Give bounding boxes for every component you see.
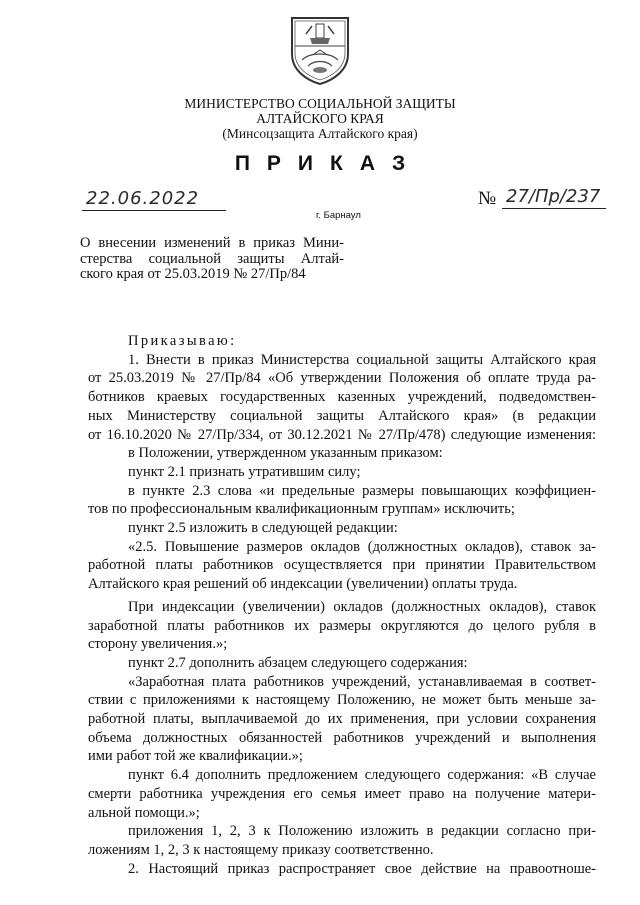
subject-line: ского края от 25.03.2019 № 27/Пр/84 xyxy=(80,266,306,282)
body-line: в пункте 2.3 слова «и предельные размеры повышающих коэффициен- xyxy=(128,482,596,499)
body-line: ных Министерству социальной защиты Алтайского края» (в редакции xyxy=(88,407,596,424)
body-line: пункт 6.4 дополнить предложением следующего содержания: «В случае xyxy=(128,767,596,784)
body-line: от 25.03.2019 № 27/Пр/84 «Об утверждении Положения об оплате труда ра- xyxy=(88,370,596,387)
ministry-name-line1: МИНИСТЕРСТВО СОЦИАЛЬНОЙ ЗАЩИТЫ xyxy=(184,96,456,111)
body-line: пункт 2.7 дополнить абзацем следующего содержания: xyxy=(128,654,468,671)
document-body xyxy=(88,332,596,878)
body-line: ложениям 1, 2, 3 к настоящему приказу соответственно. xyxy=(88,841,434,858)
subject-line: стерства социальной защиты Алтай- xyxy=(80,250,344,267)
body-line: работной платы, выплачиваемой до их применения, при условии сохранения xyxy=(88,711,596,728)
body-line: ботников краевых государственных казенных учреждений, подведомствен- xyxy=(88,389,596,406)
body-line: работной платы работников осуществляется при принятии Правительством xyxy=(88,557,596,574)
document-title: ПРИКАЗ xyxy=(234,152,423,175)
document-city: г. Барнаул xyxy=(316,210,361,221)
subject-line: О внесении изменений в приказ Мини- xyxy=(80,235,344,251)
coat-of-arms-emblem xyxy=(288,10,352,86)
body-line: пункт 2.1 признать утратившим силу; xyxy=(128,463,361,480)
body-line: альной помощи.»; xyxy=(88,804,200,821)
ministry-short-name: (Минсоцзащита Алтайского края) xyxy=(222,126,418,141)
body-line: 1. Внести в приказ Министерства социальной защиты Алтайского края xyxy=(128,351,596,368)
body-line: в Положении, утвержденном указанным приказом: xyxy=(128,445,443,462)
number-sign: № xyxy=(478,188,497,209)
body-line: заработной платы работников их размеры округляются до целого рубля в xyxy=(88,617,596,634)
document-number: 27/Пр/237 xyxy=(502,186,606,209)
body-line: от 16.10.2020 № 27/Пр/334, от 30.12.2021 № 27/Пр/478) следующие изменения: xyxy=(88,426,596,443)
body-line: При индексации (увеличении) окладов (должностных окладов), ставок xyxy=(128,598,596,615)
body-line: «2.5. Повышение размеров окладов (должностных окладов), ставок за- xyxy=(128,538,596,555)
body-line: смерти работника учреждения его семья имеет право на получение матери- xyxy=(88,785,596,802)
document-subject xyxy=(80,236,344,283)
body-line: приложения 1, 2, 3 к Положению изложить в редакции согласно при- xyxy=(128,823,596,840)
body-line: сторону увеличения.»; xyxy=(88,636,228,653)
body-line: ствии с приложениями к настоящему Положению, не может быть меньше за- xyxy=(88,692,596,709)
body-line: тов по профессиональным квалификационным группам» исключить; xyxy=(88,501,515,518)
body-line: объема должностных обязанностей работников учреждений и выполнения xyxy=(88,729,596,746)
body-line: 2. Настоящий приказ распространяет свое действие на правоотноше- xyxy=(128,860,596,877)
body-line: Алтайского края решений об индексации (увеличении) оплаты труда. xyxy=(88,576,518,593)
body-line: «Заработная плата работников учреждений, устанавливаемая в соответ- xyxy=(128,673,596,690)
order-word: Приказываю: xyxy=(128,333,237,349)
document-date: 22.06.2022 xyxy=(82,188,226,211)
body-line: ими работ той же квалификации.»; xyxy=(88,748,303,765)
ministry-name-line2: АЛТАЙСКОГО КРАЯ xyxy=(256,111,384,126)
ministry-header xyxy=(0,96,640,141)
body-line: пункт 2.5 изложить в следующей редакции: xyxy=(128,520,398,537)
